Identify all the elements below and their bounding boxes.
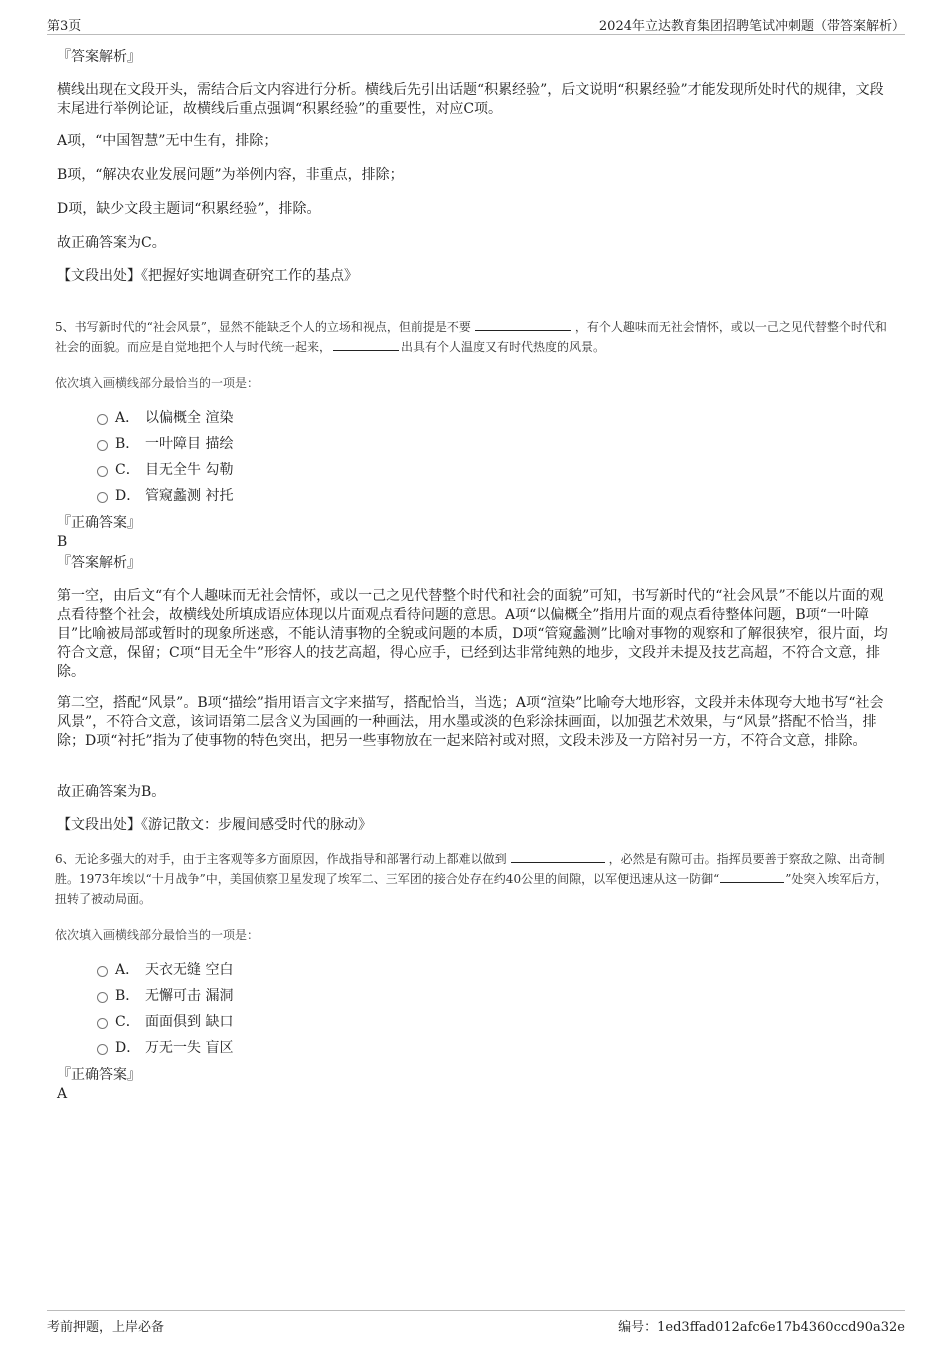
q5-analysis-p2: 第二空，搭配“风景”。B项“描绘”指用语言文字来描写，搭配恰当，当选；A项“渲染”比喻夸大地形容，文段并未体现夸大地书写“社会风景”，不符合文意，该词语第二层含义为国画的一种画法，用水墨或淡的色彩涂抹画面，以加强艺术效果，与“风景”搭配不恰当，排除；D项“衬托”指为了使事物的特色突出，把另一些事物放在一起来陪衬或对照，文段未涉及一方陪衬另一方，不符合文意，排除。 — [57, 695, 884, 749]
q5-option-c[interactable]: C． 目无全牛 勾勒 — [97, 460, 233, 480]
q5-instruction: 依次填入画横线部分最恰当的一项是： — [55, 376, 260, 390]
q6-text-c: ”处突入埃军后方，扭转了被动局面。 — [55, 872, 888, 906]
radio-icon[interactable] — [97, 492, 108, 503]
q4-analysis-p1: 横线出现在文段开头，需结合后文内容进行分析。横线后先引出话题“积累经验”，后文说明“积累经验”才能发现所处时代的规律，文段末尾进行举例论证，故横线后重点强调“积累经验”的重要性，对应C项。 — [57, 82, 884, 117]
q6-blank-2 — [720, 870, 784, 883]
document-title: 2024年立达教育集团招聘笔试冲刺题（带答案解析） — [598, 19, 905, 34]
q5-blank-2 — [333, 338, 399, 351]
q6-question — [55, 849, 898, 909]
q5-conclusion: 故正确答案为B。 — [57, 784, 166, 800]
q6-instruction: 依次填入画横线部分最恰当的一项是： — [55, 928, 260, 942]
radio-icon[interactable] — [97, 1044, 108, 1055]
q6-blank-1 — [511, 850, 605, 863]
q5-source: 【文段出处】《游记散文：步履间感受时代的脉动》 — [57, 817, 372, 833]
q6-option-c[interactable]: C． 面面俱到 缺口 — [97, 1012, 233, 1032]
q6-text-a: 6、无论多强大的对手，由于主客观等多方面原因，作战指导和部署行动上都难以做到 — [55, 852, 507, 866]
q5-option-a[interactable]: A． 以偏概全 渲染 — [97, 408, 233, 428]
q5-option-b[interactable]: B． 一叶障目 描绘 — [97, 434, 233, 454]
q4-source: 【文段出处】《把握好实地调查研究工作的基点》 — [57, 268, 358, 284]
q5-answer: B — [57, 534, 68, 550]
q4-analysis-label: 『答案解析』 — [57, 49, 141, 65]
q6-option-a[interactable]: A． 天衣无缝 空白 — [97, 960, 233, 980]
radio-icon[interactable] — [97, 966, 108, 977]
radio-icon[interactable] — [97, 992, 108, 1003]
q5-answer-label: 『正确答案』 — [57, 515, 141, 531]
q5-analysis-p1: 第一空，由后文“有个人趣味而无社会情怀，或以一己之见代替整个时代和社会的面貌”可知，书写新时代的“社会风景”不能以片面的观点看待整个社会，故横线处所填成语应体现以片面观点看待问题的意思。A项“以偏概全”指用片面的观点看待整体问题，B项“一叶障目”比喻被局部或暂时的现象所迷惑，不能认清事物的全貌或问题的本质，D项“管窥蠡测”比喻对事物的观察和了解很狭窄，很片面，均符合文意，保留；C项“目无全牛”形容人的技艺高超，得心应手，已经到达非常纯熟的地步，文段并未提及技艺高超，不符合文意，排除。 — [57, 588, 888, 680]
q4-analysis-option-b: B项，“解决农业发展问题”为举例内容，非重点，排除； — [57, 167, 404, 183]
q5-text-c: 出具有个人温度又有时代热度的风景。 — [401, 340, 606, 354]
q6-option-b[interactable]: B． 无懈可击 漏洞 — [97, 986, 233, 1006]
q5-blank-1 — [475, 318, 571, 331]
radio-icon[interactable] — [97, 1018, 108, 1029]
document-code: 编号：1ed3ffad012afc6e17b4360ccd90a32e — [618, 1320, 905, 1335]
q4-analysis-option-a: A项，“中国智慧”无中生有，排除； — [57, 133, 278, 149]
radio-icon[interactable] — [97, 440, 108, 451]
radio-icon[interactable] — [97, 414, 108, 425]
footer-slogan: 考前押题，上岸必备 — [47, 1320, 165, 1335]
q6-text-b: ，必然是有隙可击。指挥员要善于察敌之隙、出奇制胜。1973年埃以“十月战争”中，美国侦察卫星发现了埃军二、三军团的接合处存在约40公里的间隙，以军便迅速从这一防御“ — [55, 852, 885, 886]
q6-answer: A — [57, 1086, 68, 1102]
q6-option-d[interactable]: D． 万无一失 盲区 — [97, 1038, 233, 1058]
page-footer — [47, 1310, 905, 1337]
q5-analysis-label: 『答案解析』 — [57, 555, 141, 571]
q5-text-b: ，有个人趣味而无社会情怀，或以一己之见代替整个时代和社会的面貌。而应是自觉地把个人与时代统一起来， — [55, 320, 887, 354]
q5-option-d[interactable]: D． 管窥蠡测 衬托 — [97, 486, 233, 506]
page-header — [47, 12, 905, 35]
q5-question — [55, 317, 898, 357]
radio-icon[interactable] — [97, 466, 108, 477]
page-number: 第3页 — [47, 19, 82, 34]
q4-conclusion: 故正确答案为C。 — [57, 235, 166, 251]
q6-answer-label: 『正确答案』 — [57, 1067, 141, 1083]
q4-analysis-option-d: D项，缺少文段主题词“积累经验”，排除。 — [57, 201, 321, 217]
q5-text-a: 5、书写新时代的“社会风景”，显然不能缺乏个人的立场和视点，但前提是不要 — [55, 320, 471, 334]
